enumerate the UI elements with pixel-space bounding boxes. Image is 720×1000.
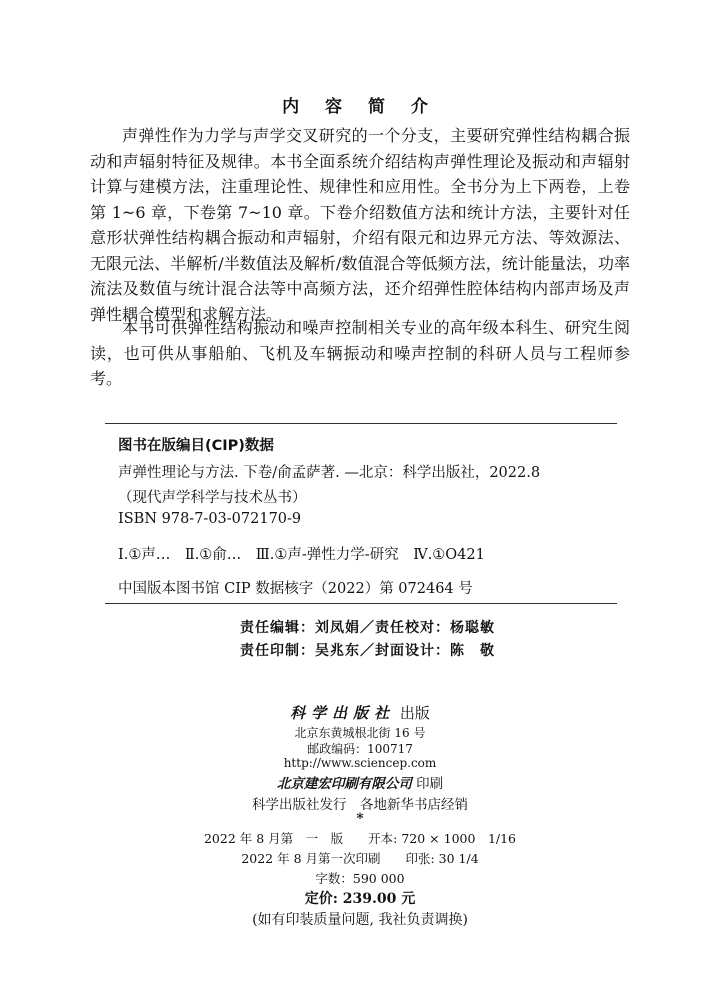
summary-title: 内 容 简 介 — [282, 97, 438, 117]
cip-heading: 图书在版编目(CIP)数据 — [118, 438, 274, 454]
summary-paragraph-2: 本书可供弹性结构振动和噪声控制相关专业的高年级本科生、研究生阅读，也可供从事船舶、飞机及车辆振动和噪声控制的科研人员与工程师参考。 — [90, 318, 630, 388]
publisher-url: http://www.sciencep.com — [283, 756, 437, 770]
quality-note: (如有印装质量问题, 我社负责调换) — [252, 912, 468, 928]
separator-star: * — [356, 811, 364, 827]
staff-line-production: 责任印制：吴兆东／封面设计：陈 敬 — [240, 643, 495, 659]
printer-suffix: 印刷 — [411, 776, 444, 792]
printing-line: 2022 年 8 月第一次印刷 印张: 30 1/4 — [241, 851, 479, 866]
publisher-line — [0, 702, 720, 723]
printer-brand: 北京建宏印刷有限公司 — [276, 776, 412, 792]
cip-isbn: ISBN 978-7-03-072170-9 — [118, 511, 302, 527]
cip-classification: Ⅰ.①声… Ⅱ.①俞… Ⅲ.①声-弹性力学-研究 Ⅳ.①O421 — [118, 547, 485, 563]
word-count: 字数：590 000 — [315, 871, 405, 886]
edition-line: 2022 年 8 月第 一 版 开本: 720 × 1000 1/16 — [203, 831, 517, 846]
printer-line — [0, 772, 720, 792]
cip-top-divider — [105, 423, 617, 424]
cip-bottom-divider — [105, 603, 617, 604]
cip-number: 中国版本图书馆 CIP 数据核字（2022）第 072464 号 — [118, 581, 473, 597]
publisher-postcode: 邮政编码：100717 — [307, 742, 413, 756]
cip-series-line: （现代声学科学与技术丛书） — [118, 490, 307, 506]
price: 定价: 239.00 元 — [304, 891, 416, 907]
distribution-line: 科学出版社发行 各地新华书店经销 — [252, 797, 468, 813]
publisher-address: 北京东黄城根北街 16 号 — [294, 726, 426, 740]
staff-line-editors: 责任编辑：刘凤娟／责任校对：杨聪敏 — [240, 620, 495, 636]
cip-title-line: 声弹性理论与方法. 下卷/俞孟萨著. —北京：科学出版社，2022.8 — [118, 465, 541, 481]
summary-paragraph-1: 声弹性作为力学与声学交叉研究的一个分支，主要研究弹性结构耦合振动和声辐射特征及规律。本书全面系统介绍结构声弹性理论及振动和声辐射计算与建模方法，注重理论性、规律性和应用性。全书分为上下两卷，上卷第 1~6 章，下卷第 7~10 章。下卷介绍数值方法和统计方法，主要针对任意形状弹性结构耦合振动和声辐射，介绍有限元和边界元方法、等效源法、无限元法、半解析/半数值法及解析/数值混合等低频方法，统计能量法，功率流法及数值与统计混合法等中高频方法，还介绍弹性腔体结构内部声场及声弹性耦合模型和求解方法。 — [90, 126, 630, 324]
publisher-brand: 科学出版社 — [290, 704, 396, 722]
publisher-suffix: 出版 — [395, 704, 430, 722]
